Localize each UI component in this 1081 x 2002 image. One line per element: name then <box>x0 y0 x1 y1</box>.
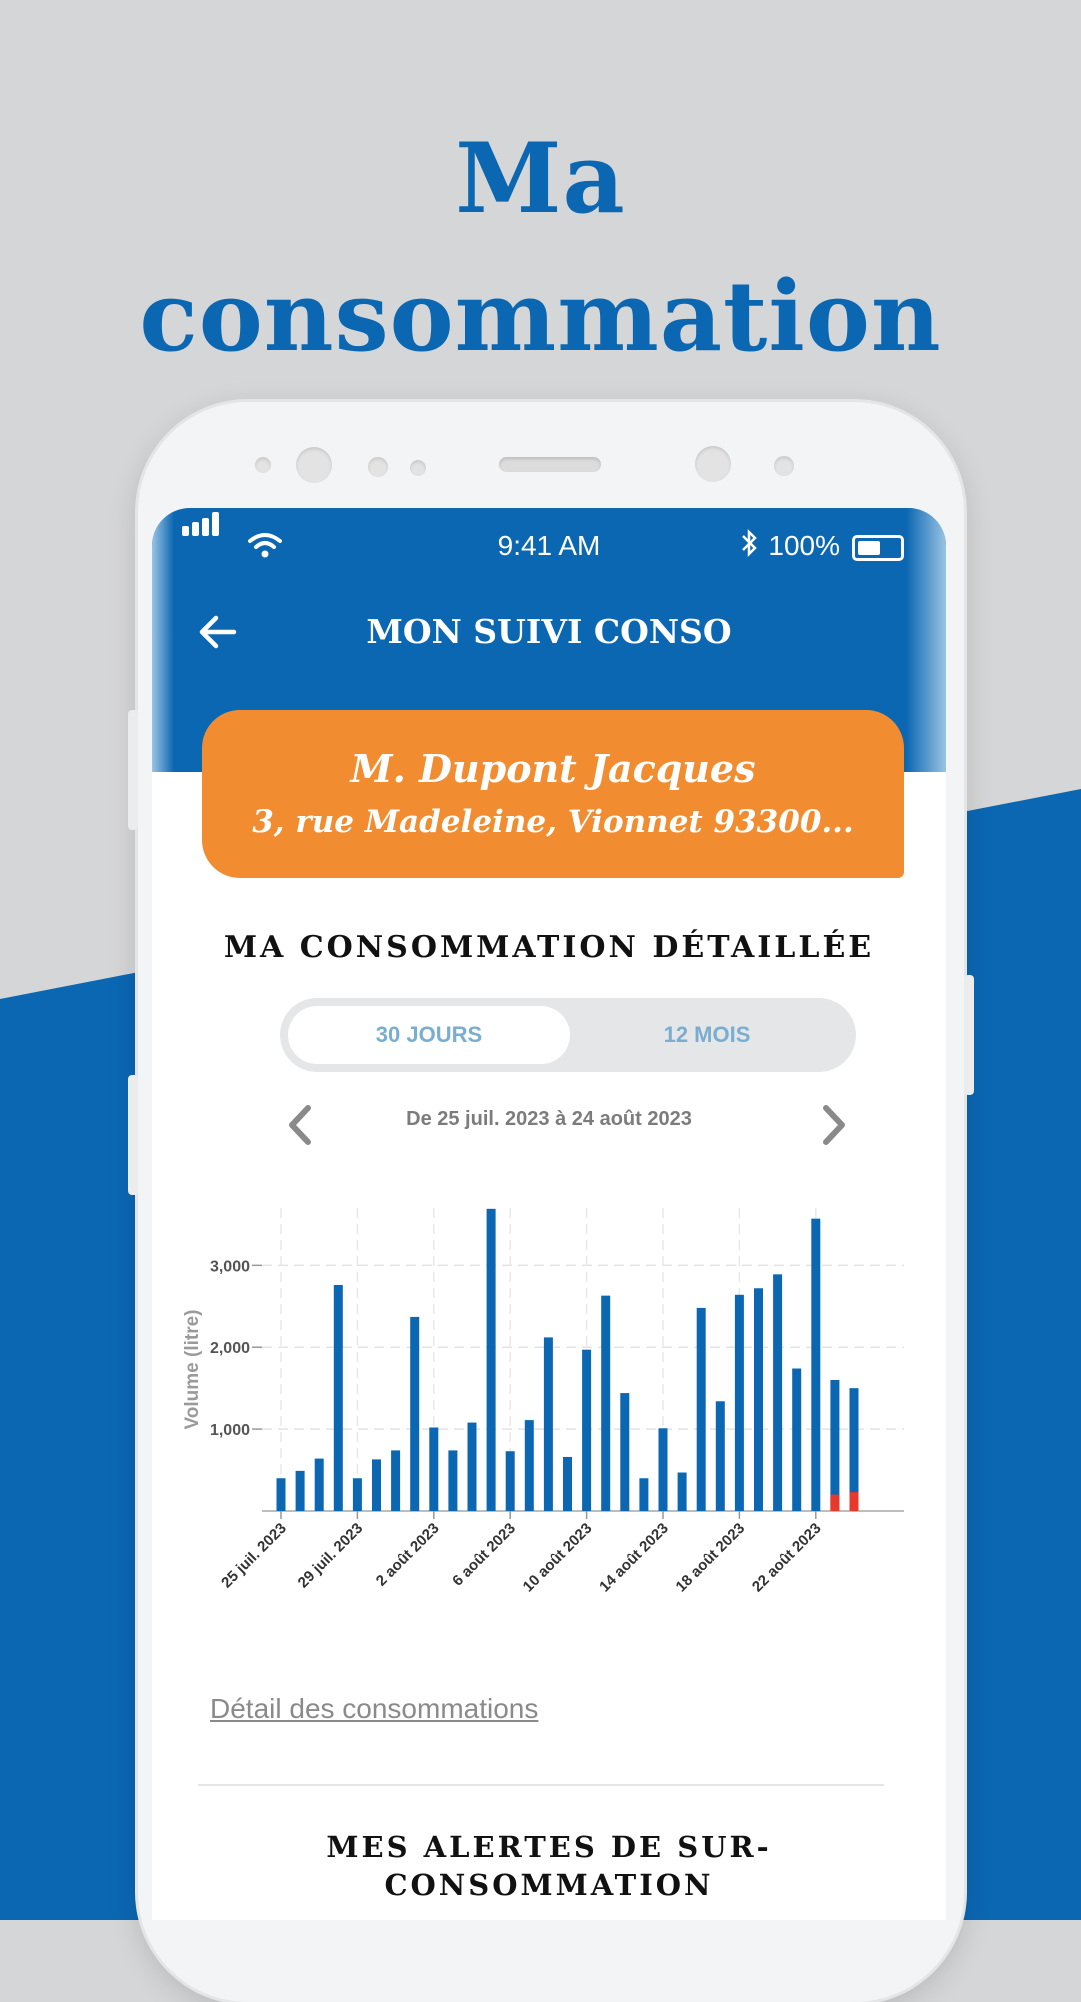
bar <box>697 1308 706 1511</box>
account-address: 3, rue Madeleine, Vionnet 93300... <box>252 804 854 840</box>
y-tick-label: 1,000 <box>209 1422 250 1440</box>
bar <box>429 1427 438 1511</box>
phone-sensor <box>774 456 794 476</box>
phone-sensor <box>368 457 388 477</box>
app-screen <box>152 508 946 1920</box>
bar <box>659 1428 668 1511</box>
bar <box>544 1337 553 1511</box>
chevron-right-icon[interactable] <box>818 1102 852 1148</box>
headline-line-1: Ma <box>455 122 626 235</box>
toggle-30-jours[interactable]: 30 JOURS <box>288 1006 570 1064</box>
x-tick-label: 6 août 2023 <box>449 1519 520 1590</box>
bar <box>582 1350 591 1511</box>
bar-overconsumption <box>830 1495 839 1511</box>
x-tick-label: 25 juil. 2023 <box>218 1519 290 1592</box>
phone-camera <box>695 446 731 482</box>
alerts-section-title <box>152 1828 946 1904</box>
bar <box>448 1450 457 1511</box>
bar <box>678 1473 687 1511</box>
bar <box>334 1285 343 1511</box>
bar <box>277 1478 286 1511</box>
bar <box>525 1420 534 1511</box>
phone-side-button <box>128 710 138 830</box>
headline <box>0 110 1081 386</box>
divider <box>198 1784 884 1786</box>
phone-side-button <box>964 975 974 1095</box>
bar <box>410 1317 419 1511</box>
status-bar <box>152 518 946 568</box>
phone-camera <box>296 447 332 483</box>
bar <box>315 1459 324 1511</box>
x-tick-label: 22 août 2023 <box>748 1519 825 1596</box>
period-toggle <box>280 998 856 1072</box>
x-tick-label: 29 juil. 2023 <box>294 1519 367 1592</box>
bar <box>620 1393 629 1511</box>
bar <box>754 1288 763 1511</box>
phone-side-button <box>128 1075 138 1195</box>
x-tick-label: 14 août 2023 <box>596 1519 672 1596</box>
detail-link[interactable]: Détail des consommations <box>210 1693 539 1724</box>
alerts-title-line-1: MES ALERTES DE SUR- <box>326 1830 772 1864</box>
bar <box>296 1471 305 1511</box>
x-tick-label: 18 août 2023 <box>672 1519 749 1596</box>
phone-speaker <box>499 457 601 472</box>
bar <box>735 1295 744 1511</box>
phone-sensor <box>410 460 426 476</box>
bar <box>792 1369 801 1511</box>
headline-line-2: consommation <box>139 260 942 373</box>
bar <box>506 1451 515 1511</box>
bar <box>468 1423 477 1511</box>
y-tick-label: 3,000 <box>209 1258 250 1276</box>
bar <box>563 1457 572 1511</box>
bar <box>811 1219 820 1511</box>
bar <box>487 1209 496 1511</box>
x-tick-label: 2 août 2023 <box>372 1519 443 1590</box>
toggle-12-mois[interactable]: 12 MOIS <box>663 1022 751 1047</box>
account-name: M. Dupont Jacques <box>350 746 756 791</box>
bar <box>830 1380 839 1511</box>
bar <box>372 1459 381 1511</box>
y-axis-label: Volume (litre) <box>182 1309 203 1430</box>
status-time: 9:41 AM <box>497 530 601 561</box>
detail-section-title: MA CONSOMMATION DÉTAILLÉE <box>223 930 875 965</box>
bluetooth-icon <box>740 528 758 558</box>
battery-percent: 100% <box>768 530 840 561</box>
date-range: De 25 juil. 2023 à 24 août 2023 <box>406 1108 692 1130</box>
bar <box>773 1274 782 1511</box>
bar-overconsumption <box>850 1492 859 1511</box>
bar <box>391 1450 400 1511</box>
alerts-title-line-2: CONSOMMATION <box>384 1868 714 1902</box>
bar <box>639 1478 648 1511</box>
bar <box>353 1478 362 1511</box>
x-tick-label: 10 août 2023 <box>519 1519 596 1596</box>
bar <box>716 1401 725 1511</box>
phone-sensor <box>255 457 271 473</box>
bar <box>601 1296 610 1511</box>
consumption-bar-chart <box>152 1208 946 1688</box>
page-title: MON SUIVI CONSO <box>366 612 732 651</box>
account-card[interactable] <box>202 710 904 878</box>
y-tick-label: 2,000 <box>209 1340 250 1358</box>
battery-icon <box>852 535 904 561</box>
